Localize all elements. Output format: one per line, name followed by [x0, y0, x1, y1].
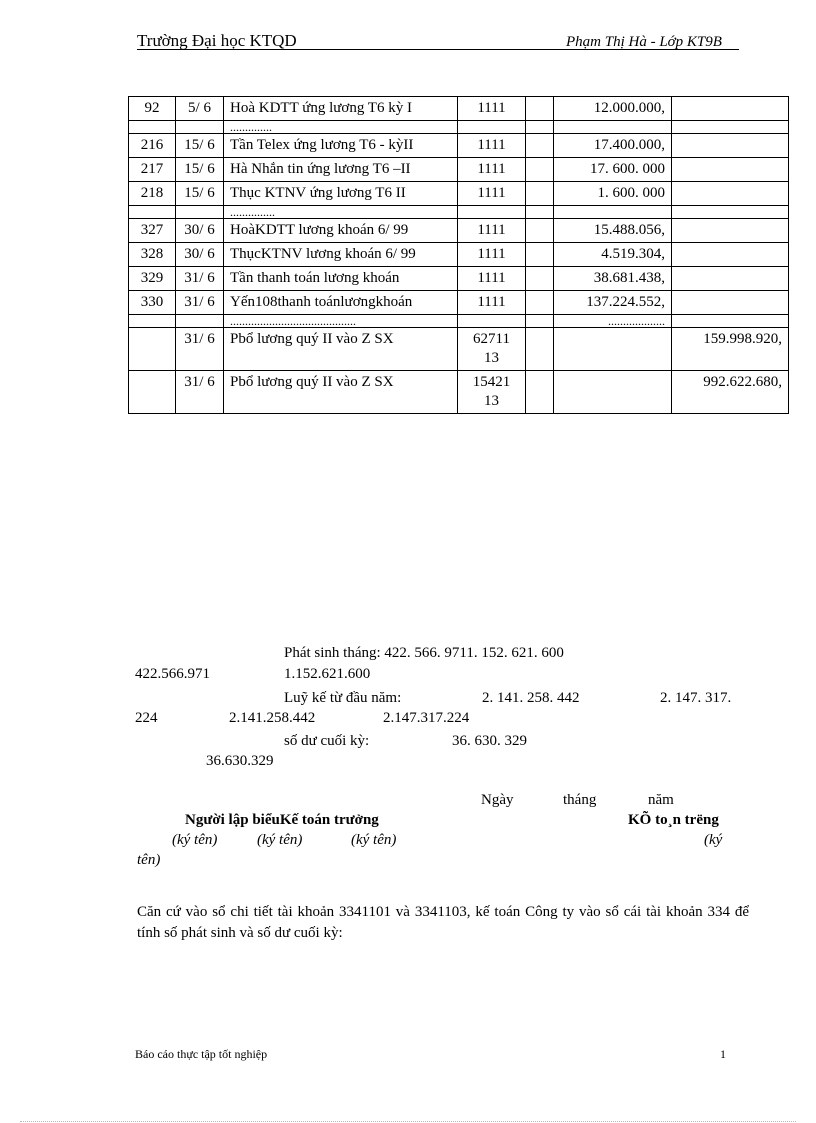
entry-date: [176, 206, 224, 219]
entry-number: 328: [129, 243, 176, 267]
entry-number: [129, 315, 176, 328]
sign-hint-3: (ký tên): [351, 832, 397, 848]
entry-description: Pbổ lương quý II vào Z SX: [224, 328, 458, 371]
entry-number: 329: [129, 267, 176, 291]
entry-credit: [672, 243, 789, 267]
date-month-label: tháng: [563, 792, 597, 808]
entry-debit: 15.488.056,: [554, 219, 672, 243]
sign-hint-2: (ký tên): [257, 832, 303, 848]
luy-ke-a: 2. 141. 258. 442: [482, 690, 580, 706]
entry-blank: [526, 219, 554, 243]
entry-credit: [672, 134, 789, 158]
table-row: [129, 121, 789, 134]
entry-credit: [672, 182, 789, 206]
header-rule: [137, 49, 739, 50]
entry-debit: 38.681.438,: [554, 267, 672, 291]
entry-account: [458, 206, 526, 219]
entry-account: [458, 315, 526, 328]
entry-account: 1111: [458, 158, 526, 182]
date-day-label: Ngày: [481, 792, 514, 808]
table-row: [129, 134, 789, 158]
entry-date: 5/ 6: [176, 97, 224, 121]
entry-credit: [672, 206, 789, 219]
table-row: [129, 243, 789, 267]
entry-date: [176, 121, 224, 134]
entry-debit: [554, 328, 672, 371]
entry-number: 330: [129, 291, 176, 315]
sign-hint-4-cont: tên): [137, 852, 161, 868]
sign-hint-1: (ký tên): [172, 832, 218, 848]
phat-sinh-label: Phát sinh tháng: 422. 566. 9711. 152. 621. 600: [284, 645, 564, 661]
entry-credit: 159.998.920,: [672, 328, 789, 371]
signer-labels: Người lập biểuKế toán trưởng: [185, 812, 379, 828]
entry-blank: [526, 206, 554, 219]
entry-description: ..............: [224, 121, 458, 134]
entry-debit: 12.000.000,: [554, 97, 672, 121]
entry-date: 15/ 6: [176, 158, 224, 182]
table-row: [129, 158, 789, 182]
table-row: [129, 206, 789, 219]
entry-number: [129, 206, 176, 219]
entry-number: 216: [129, 134, 176, 158]
entry-debit: ...................: [554, 315, 672, 328]
header-school: Trường Đại học KTQD: [137, 31, 297, 50]
entry-blank: [526, 267, 554, 291]
table-row: [129, 219, 789, 243]
entry-number: 92: [129, 97, 176, 121]
luy-ke-b: 2. 147. 317.: [660, 690, 732, 706]
entry-blank: [526, 371, 554, 414]
table-row: [129, 371, 789, 414]
entry-description: Yến108thanh toánlươngkhoán: [224, 291, 458, 315]
entry-description: Thục KTNV ứng lương T6 II: [224, 182, 458, 206]
body-paragraph: Căn cứ vào sổ chi tiết tài khoản 3341101 và 3341103, kế toán Công ty vào sổ cái tài khoản 334 để tính số phát sinh và số dư cuối kỳ:: [137, 904, 749, 941]
entry-date: 31/ 6: [176, 371, 224, 414]
table-row: [129, 97, 789, 121]
so-du-label: số dư cuối kỳ:: [284, 733, 370, 749]
header-author: Phạm Thị Hà - Lớp KT9B: [566, 34, 722, 50]
entry-number: 217: [129, 158, 176, 182]
entry-debit: 4.519.304,: [554, 243, 672, 267]
entry-description: Tần Telex ứng lương T6 - kỳII: [224, 134, 458, 158]
table-row: [129, 315, 789, 328]
entry-description: Hà Nhắn tin ứng lương T6 –II: [224, 158, 458, 182]
entry-date: 15/ 6: [176, 134, 224, 158]
page-number: 1: [720, 1047, 726, 1061]
entry-description: Tần thanh toán lương khoán: [224, 267, 458, 291]
entry-debit: [554, 206, 672, 219]
table-row: [129, 328, 789, 371]
entry-debit: [554, 371, 672, 414]
entry-description: HoàKDTT lương khoán 6/ 99: [224, 219, 458, 243]
entry-credit: [672, 97, 789, 121]
entry-credit: [672, 219, 789, 243]
entry-blank: [526, 182, 554, 206]
entry-debit: 137.224.552,: [554, 291, 672, 315]
entry-account: 1111: [458, 243, 526, 267]
entry-date: 30/ 6: [176, 243, 224, 267]
entry-debit: [554, 121, 672, 134]
entry-account: 1111: [458, 291, 526, 315]
entry-credit: 992.622.680,: [672, 371, 789, 414]
entry-description: ..........................................: [224, 315, 458, 328]
entry-debit: 17. 600. 000: [554, 158, 672, 182]
entry-blank: [526, 97, 554, 121]
luy-ke-d: 2.141.258.442: [229, 710, 316, 726]
entry-account: 1111: [458, 182, 526, 206]
luy-ke-c: 224: [135, 710, 158, 726]
luy-ke-label: Luỹ kế từ đầu năm:: [284, 690, 402, 706]
sign-hint-4: (ký: [704, 832, 723, 848]
entry-blank: [526, 243, 554, 267]
entry-account: 1111: [458, 97, 526, 121]
entry-description: Hoà KDTT ứng lương T6 kỳ I: [224, 97, 458, 121]
so-du-b: 36.630.329: [206, 753, 274, 769]
entry-blank: [526, 328, 554, 371]
table-row: [129, 267, 789, 291]
date-year-label: năm: [648, 792, 674, 808]
entry-date: 31/ 6: [176, 291, 224, 315]
entry-account: [458, 121, 526, 134]
entry-date: 30/ 6: [176, 219, 224, 243]
entry-credit: [672, 267, 789, 291]
entry-blank: [526, 121, 554, 134]
entry-account: 62711 13: [458, 328, 526, 371]
entry-debit: 17.400.000,: [554, 134, 672, 158]
entry-description: ...............: [224, 206, 458, 219]
entry-account: 1111: [458, 134, 526, 158]
entry-date: 15/ 6: [176, 182, 224, 206]
entry-number: [129, 121, 176, 134]
footer-title: Báo cáo thực tập tốt nghiệp: [135, 1047, 268, 1061]
entry-credit: [672, 158, 789, 182]
entry-number: [129, 328, 176, 371]
so-du-a: 36. 630. 329: [452, 733, 527, 749]
table-row: [129, 182, 789, 206]
entry-description: Pbổ lương quý II vào Z SX: [224, 371, 458, 414]
luy-ke-e: 2.147.317.224: [383, 710, 470, 726]
entry-account: 1111: [458, 267, 526, 291]
entry-blank: [526, 158, 554, 182]
entry-credit: [672, 291, 789, 315]
entry-description: ThụcKTNV lương khoán 6/ 99: [224, 243, 458, 267]
entry-number: [129, 371, 176, 414]
phat-sinh-value-1: 422.566.971: [135, 666, 210, 682]
entry-credit: [672, 121, 789, 134]
entry-account: 1111: [458, 219, 526, 243]
entry-blank: [526, 291, 554, 315]
entry-date: [176, 315, 224, 328]
entry-account: 15421 13: [458, 371, 526, 414]
entry-number: 327: [129, 219, 176, 243]
phat-sinh-value-2: 1.152.621.600: [284, 666, 371, 682]
entry-blank: [526, 134, 554, 158]
entry-number: 218: [129, 182, 176, 206]
ledger-table: [128, 96, 789, 414]
signer-director-label: KÕ to¸n trëng: [628, 812, 719, 828]
entry-credit: [672, 315, 789, 328]
page-bottom-rule: [20, 1121, 796, 1122]
entry-date: 31/ 6: [176, 328, 224, 371]
table-row: [129, 291, 789, 315]
entry-date: 31/ 6: [176, 267, 224, 291]
entry-blank: [526, 315, 554, 328]
entry-debit: 1. 600. 000: [554, 182, 672, 206]
